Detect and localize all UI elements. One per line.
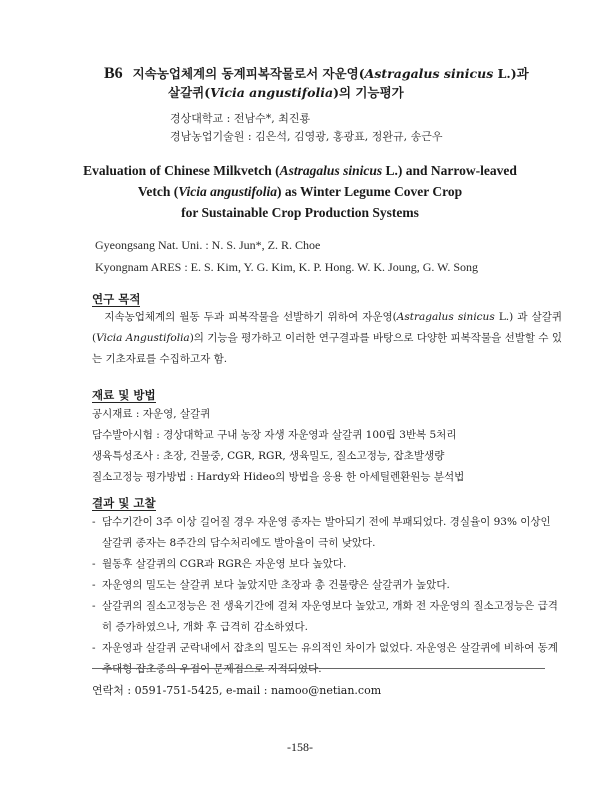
english-title-l1-b: L.) and Narrow-leaved [382, 163, 517, 178]
results-item [92, 512, 562, 554]
korean-title-line2-b: )의 기능평가 [333, 85, 404, 100]
results-item [92, 596, 562, 638]
bullet-dash: - [92, 600, 96, 612]
english-title [60, 160, 540, 223]
methods-item: 질소고정능 평가방법 : Hardy와 Hideo의 방법을 응용 한 아세틸렌환원능 분석법 [92, 471, 465, 483]
methods-item: 담수발아시험 : 경상대학교 구내 농장 자생 자운영과 살갈퀴 100립 3반복 5처리 [92, 429, 457, 441]
english-title-l2-sci: Vicia angustifolia [178, 184, 277, 199]
abstract-code: B6 [104, 65, 123, 82]
bullet-dash: - [92, 579, 96, 591]
english-title-line3: for Sustainable Crop Production Systems [181, 205, 419, 220]
purpose-text-a: 지속농업체계의 월동 두과 피복작물을 선발하기 위하여 자운영( [104, 311, 397, 323]
english-affiliation-2: Kyongnam ARES : E. S. Kim, Y. G. Kim, K. P. Hong. W. K. Joung, G. W. Song [95, 260, 479, 274]
purpose-text-b: L.) 과 살갈퀴( [92, 311, 563, 344]
bullet-dash: - [92, 642, 96, 654]
english-title-l1-a: Evaluation of Chinese Milkvetch ( [83, 163, 280, 178]
korean-title-line2-sci: Vicia angustifolia [210, 85, 334, 100]
korean-title-line1-sci: Astragalus sinicus [364, 66, 494, 81]
contact-info: 연락처 : 0591-751-5425, e-mail : namoo@netian.com [92, 684, 382, 697]
results-item-text: 월동후 살갈퀴의 CGR과 RGR은 자운영 보다 높았다. [102, 558, 347, 570]
korean-affiliation-1: 경상대학교 : 전남수*, 최진룡 [170, 112, 311, 125]
korean-affiliation-2: 경남농업기술원 : 김은석, 김영광, 홍광표, 정완규, 송근우 [170, 130, 443, 143]
footer-divider [92, 668, 545, 669]
english-title-l2-b: ) as Winter Legume Cover Crop [276, 184, 463, 199]
section-heading-methods: 재료 및 방법 [92, 388, 156, 402]
purpose-sci-2: Vicia Angustifolia [96, 332, 190, 344]
methods-list [92, 404, 562, 488]
page-number: -158- [287, 740, 313, 754]
methods-item: 생육특성조사 : 초장, 건물중, CGR, RGR, 생육밀도, 질소고정능, 잡초발생량 [92, 450, 445, 462]
results-list [92, 512, 562, 680]
korean-title [104, 64, 584, 102]
purpose-sci-1: Astragalus sinicus [396, 311, 495, 323]
english-title-l2-a: Vetch ( [137, 184, 179, 199]
results-item [92, 638, 562, 680]
korean-title-line1-a: 지속농업체계의 동계피복작물로서 자운영( [132, 66, 365, 81]
english-title-line2 [60, 181, 540, 202]
english-title-line1 [60, 160, 540, 181]
methods-item: 공시재료 : 자운영, 살갈퀴 [92, 408, 211, 420]
purpose-paragraph [92, 307, 562, 370]
results-item-text: 담수기간이 3주 이상 길어질 경우 자운영 종자는 발아되기 전에 부패되었다. 경실율이 93% 이상인 살갈퀴 종자는 8주간의 담수처리에도 발아율이 극히 낮았다. [102, 516, 551, 549]
section-heading-purpose: 연구 목적 [92, 292, 141, 306]
results-item-text: 자운영의 밀도는 살갈퀴 보다 높았지만 초장과 총 건물량은 살갈퀴가 높았다. [102, 579, 450, 591]
results-item-text: 살갈퀴의 질소고정능은 전 생육기간에 걸쳐 자운영보다 높았고, 개화 전 자운영의 질소고정능은 급격히 증가하였으나, 개화 후 급격히 감소하였다. [102, 600, 558, 633]
korean-title-line2-a: 살갈퀴( [168, 85, 211, 100]
results-item-text: 자운영과 살갈퀴 군락내에서 잡초의 밀도는 유의적인 차이가 없었다. 자운영은 살갈퀴에 비하여 동계 추대형 잡초종의 우점이 문제점으로 지적되었다. [102, 642, 558, 675]
korean-title-line1-b: L.)과 [493, 66, 529, 81]
english-title-l1-sci: Astragalus sinicus [279, 163, 383, 178]
korean-title-line2 [104, 83, 584, 102]
bullet-dash: - [92, 558, 96, 570]
results-item [92, 575, 562, 596]
bullet-dash: - [92, 516, 96, 528]
results-item [92, 554, 562, 575]
section-heading-results: 결과 및 고찰 [92, 496, 156, 510]
english-affiliation-1: Gyeongsang Nat. Uni. : N. S. Jun*, Z. R. Choe [95, 238, 321, 252]
purpose-text-c: )의 기능을 평가하고 이러한 연구결과를 바탕으로 다양한 피복작물을 선발할 수 있는 기초자료를 수집하고자 함. [92, 332, 562, 365]
